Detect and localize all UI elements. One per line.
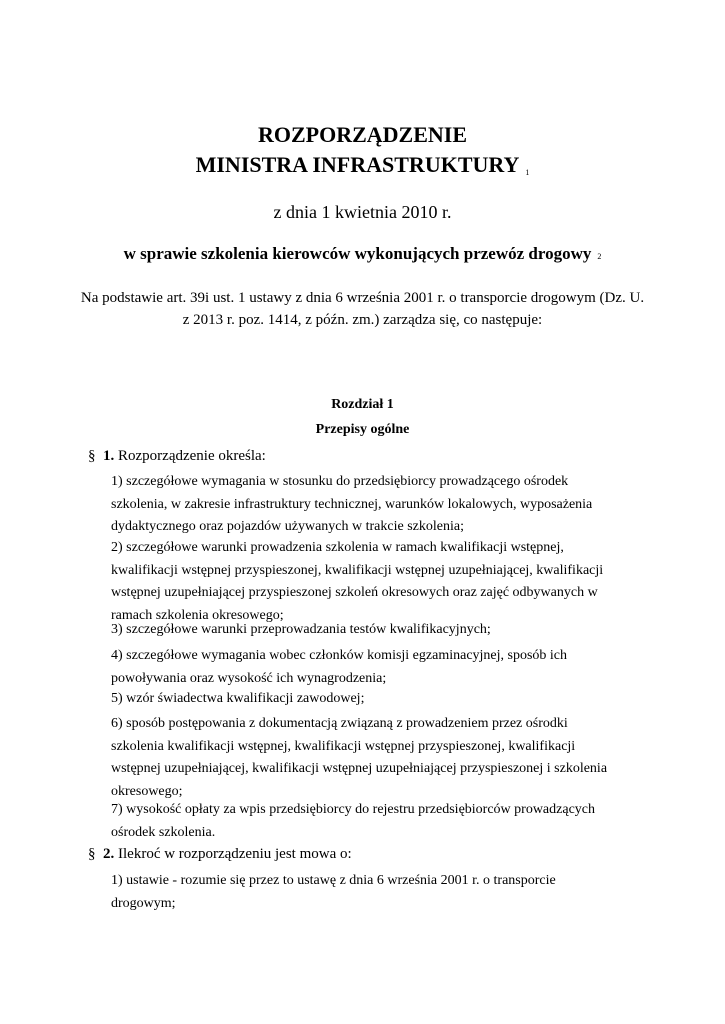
section-number: 1. — [103, 448, 115, 464]
legal-basis-line-1: Na podstawie art. 39i ust. 1 ustawy z dnia 6 września 2001 r. o transporcie drogowym (Dz. U. — [80, 290, 645, 306]
list-item — [111, 645, 631, 690]
legal-basis — [0, 287, 725, 331]
list-item-line: 4) szczegółowe wymagania wobec członków komisji egzaminacyjnej, sposób ich — [111, 648, 568, 663]
list-item-line: 1) ustawie - rozumie się przez to ustawę z dnia 6 września 2001 r. o transporcie — [111, 873, 556, 888]
section-mark: § — [88, 448, 96, 464]
list-item — [111, 799, 631, 844]
chapter-number: Rozdział 1 — [331, 397, 394, 412]
list-item — [111, 619, 631, 642]
footnote-marker-1: 1 — [525, 168, 530, 177]
section-mark: § — [88, 846, 96, 862]
list-item-line: wstępnej uzupełniającej przyspieszonej szkoleń okresowych oraz zajęć odbywanych w — [111, 585, 598, 600]
list-item-line: kwalifikacji wstępnej przyspieszonej, kwalifikacji wstępnej uzupełniającej, kwalifikacji — [111, 562, 604, 578]
list-item-line: ośrodek szkolenia. — [111, 824, 216, 840]
list-item-line: drogowym; — [111, 895, 176, 911]
list-item-line: 3) szczegółowe warunki przeprowadzania testów kwalifikacyjnych; — [111, 622, 491, 637]
list-item-line: ramach szkolenia okresowego; — [111, 607, 284, 623]
document-title — [0, 120, 725, 180]
list-item — [111, 471, 631, 539]
list-item-line: 5) wzór świadectwa kwalifikacji zawodowej; — [111, 691, 365, 706]
section-1-heading — [88, 448, 266, 465]
section-number: 2. — [103, 846, 115, 862]
list-item-line: 7) wysokość opłaty za wpis przedsiębiorcy do rejestru przedsiębiorców prowadzących — [111, 802, 595, 817]
section-2-heading — [88, 846, 352, 863]
list-item — [111, 713, 631, 803]
list-item-line: wstępnej uzupełniającej, kwalifikacji wstępnej uzupełniającej przyspieszonej i szkolenia — [111, 761, 608, 776]
document-subject — [0, 244, 725, 264]
legal-basis-line-2: z 2013 r. poz. 1414, z późn. zm.) zarządza się, co następuje: — [182, 312, 543, 328]
list-item-line: powoływania oraz wysokość ich wynagrodzenia; — [111, 670, 387, 686]
list-item-line: 6) sposób postępowania z dokumentacją związaną z prowadzeniem przez ośrodki — [111, 716, 568, 731]
list-item-line: 2) szczegółowe warunki prowadzenia szkolenia w ramach kwalifikacji wstępnej, — [111, 540, 564, 555]
list-item — [111, 537, 631, 627]
chapter-name: Przepisy ogólne — [315, 422, 410, 437]
section-intro: Ilekroć w rozporządzeniu jest mowa o: — [118, 846, 352, 862]
list-item-line: 1) szczegółowe wymagania w stosunku do przedsiębiorcy prowadzącego ośrodek — [111, 474, 569, 489]
list-item — [111, 688, 631, 711]
list-item — [111, 870, 631, 915]
footnote-marker-2: 2 — [597, 252, 602, 261]
document-date: z dnia 1 kwietnia 2010 r. — [273, 202, 452, 222]
title-line-2-text: MINISTRA INFRASTRUKTURY — [195, 152, 520, 177]
list-item-line: okresowego; — [111, 783, 183, 799]
list-item-line: dydaktycznego oraz pojazdów używanych w trakcie szkolenia; — [111, 519, 464, 534]
section-intro: Rozporządzenie określa: — [118, 448, 266, 464]
subject-text: w sprawie szkolenia kierowców wykonujących przewóz drogowy — [123, 244, 592, 263]
list-item-line: szkolenia kwalifikacji wstępnej, kwalifikacji wstępnej przyspieszonej, kwalifikacji — [111, 738, 576, 754]
title-line-2 — [0, 150, 725, 180]
title-line-1: ROZPORZĄDZENIE — [257, 122, 468, 147]
list-item-line: szkolenia, w zakresie infrastruktury technicznej, warunków lokalowych, wyposażenia — [111, 496, 593, 512]
